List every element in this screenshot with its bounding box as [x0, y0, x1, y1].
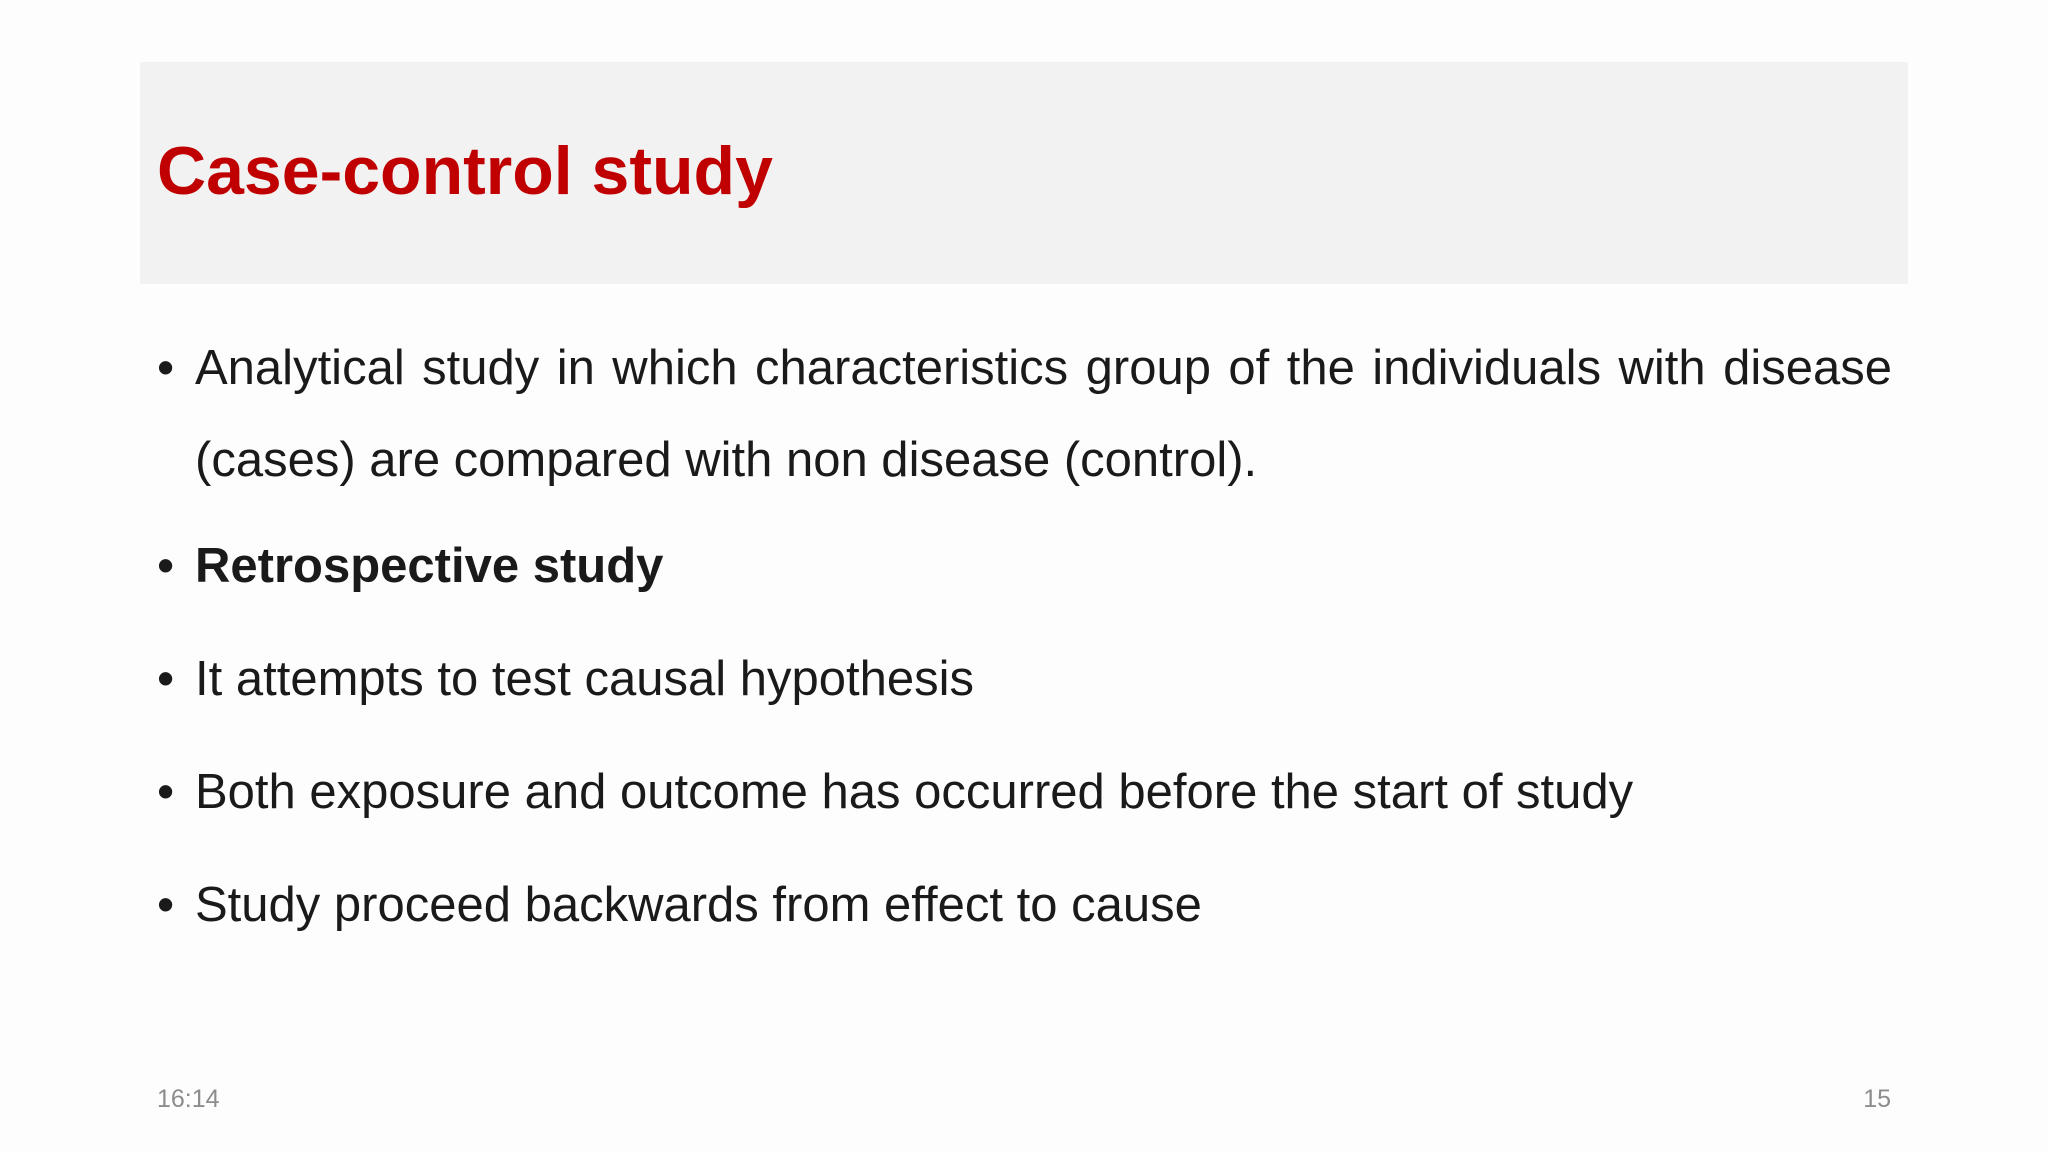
bullet-item	[157, 520, 1892, 612]
bullet-text: Analytical study in which characteristics group of the individuals with disease (cases) are compared with non disease (control).	[195, 341, 1892, 487]
bullet-text: Both exposure and outcome has occurred before the start of study	[195, 765, 1634, 819]
bullet-item	[157, 633, 1892, 725]
bullet-dot: •	[157, 652, 175, 706]
bullet-dot: •	[157, 341, 175, 395]
bullet-text: Study proceed backwards from effect to cause	[195, 878, 1202, 932]
bullet-text: It attempts to test causal hypothesis	[195, 652, 974, 706]
footer-page-number: 15	[1863, 1085, 1891, 1113]
footer-time: 16:14	[157, 1085, 220, 1113]
bullet-item	[157, 746, 1892, 838]
bullet-dot: •	[157, 539, 175, 593]
slide-title: Case-control study	[157, 133, 773, 209]
bullet-item	[157, 322, 1892, 506]
bullet-item	[157, 859, 1892, 951]
bullet-dot: •	[157, 878, 175, 932]
bullet-list	[157, 322, 1892, 972]
bullet-dot: •	[157, 765, 175, 819]
bullet-text: Retrospective study	[195, 539, 664, 593]
